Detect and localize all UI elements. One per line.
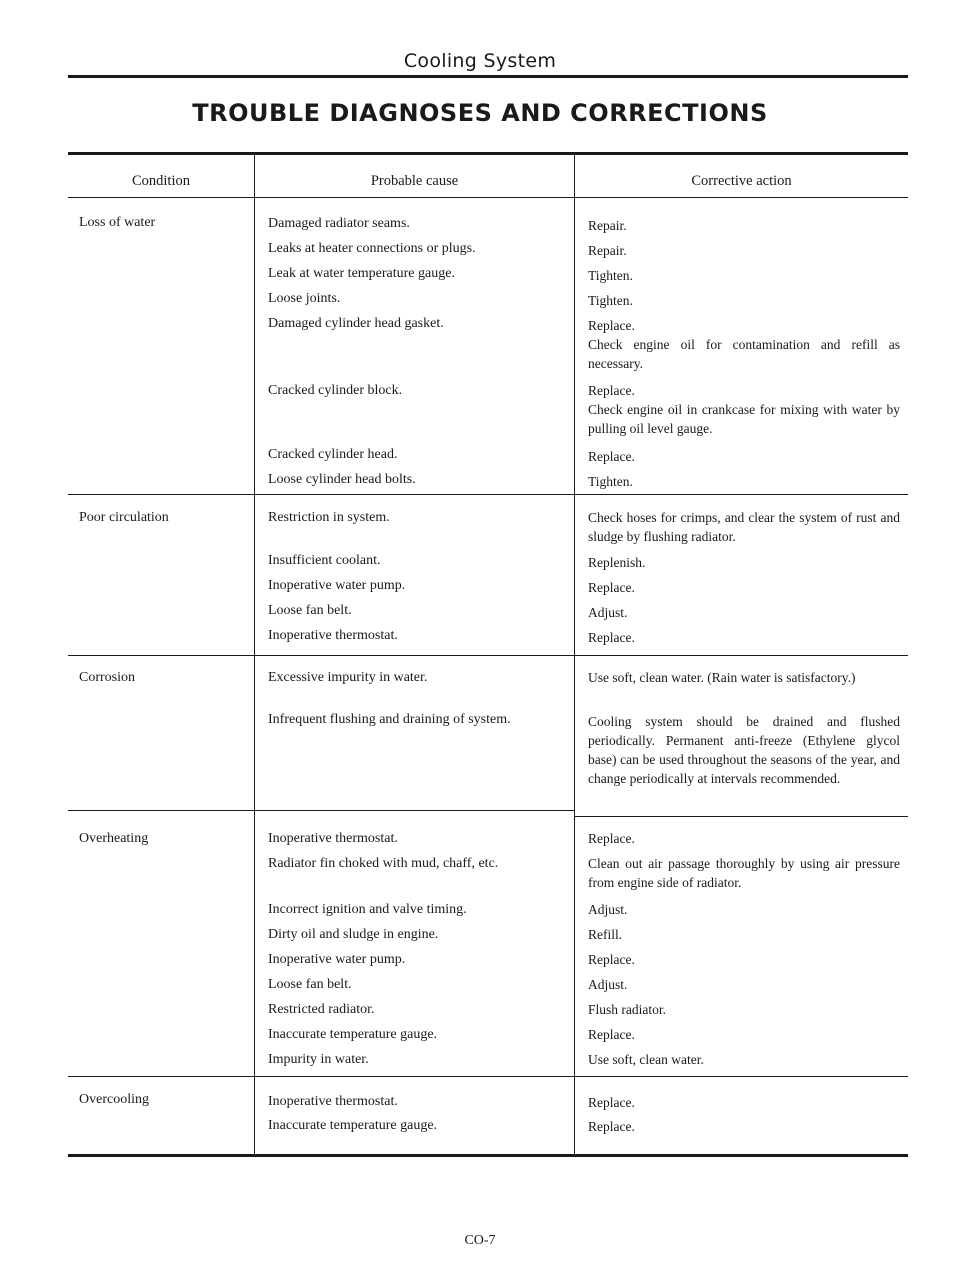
corrective-action: Replace. Check engine oil in crankcase for mixing with water by pulling oil level gauge. (588, 383, 900, 436)
probable-cause: Damaged cylinder head gasket. (268, 316, 444, 331)
group-divider (575, 655, 908, 656)
corrective-action: Cooling system should be drained and flushed periodically. Permanent anti-freeze (Ethylene glycol base) can be used throughout the seasons of the year, and change periodically at intervals recommended. (588, 714, 900, 786)
probable-cause: Loose fan belt. (268, 977, 352, 992)
probable-cause: Dirty oil and sludge in engine. (268, 927, 439, 942)
condition-poor-circulation: Poor circulation (79, 510, 169, 525)
corrective-action: Adjust. (588, 605, 628, 620)
corrective-action: Adjust. (588, 977, 628, 992)
header-rule (68, 75, 908, 78)
corrective-action: Adjust. (588, 902, 628, 917)
group-divider (68, 810, 254, 811)
condition-corrosion: Corrosion (79, 670, 135, 685)
probable-cause: Inoperative water pump. (268, 952, 406, 967)
page-number: CO-7 (464, 1233, 496, 1248)
corrective-action: Replace. (588, 1119, 635, 1134)
group-divider (575, 816, 908, 817)
corrective-action: Replace. (588, 831, 635, 846)
corrective-action: Use soft, clean water. (Rain water is satisfactory.) (588, 670, 856, 685)
group-divider (68, 1076, 254, 1077)
condition-overheating: Overheating (79, 831, 149, 846)
corrective-action: Clean out air passage thoroughly by using air pressure from engine side of radiator. (588, 856, 900, 890)
probable-cause: Leaks at heater connections or plugs. (268, 241, 476, 256)
group-divider (255, 1076, 574, 1077)
group-divider (255, 494, 574, 495)
probable-cause: Impurity in water. (268, 1052, 369, 1067)
probable-cause: Restriction in system. (268, 510, 390, 525)
column-header-corrective-action: Corrective action (691, 173, 792, 189)
probable-cause: Loose cylinder head bolts. (268, 472, 416, 487)
corrective-action: Replace. (588, 952, 635, 967)
group-divider (255, 655, 574, 656)
corrective-action: Repair. (588, 218, 627, 233)
group-divider (68, 655, 254, 656)
corrective-action: Tighten. (588, 268, 633, 283)
corrective-action: Replace. (588, 1095, 635, 1110)
header-underline (255, 197, 574, 198)
probable-cause: Inaccurate temperature gauge. (268, 1027, 438, 1042)
probable-cause: Damaged radiator seams. (268, 216, 410, 231)
group-divider (575, 494, 908, 495)
probable-cause: Cracked cylinder block. (268, 383, 403, 398)
probable-cause: Leak at water temperature gauge. (268, 266, 455, 281)
corrective-action: Flush radiator. (588, 1002, 666, 1017)
corrective-action: Use soft, clean water. (588, 1052, 704, 1067)
corrective-action: Replace. (588, 1027, 635, 1042)
column-header-probable-cause: Probable cause (370, 173, 459, 189)
header-underline (575, 197, 908, 198)
probable-cause: Inaccurate temperature gauge. (268, 1118, 438, 1133)
corrective-action: Check hoses for crimps, and clear the system of rust and sludge by flushing radiator. (588, 510, 900, 544)
condition-overcooling: Overcooling (79, 1092, 149, 1107)
corrective-action: Tighten. (588, 474, 633, 489)
corrective-action: Replace. (588, 449, 635, 464)
probable-cause: Restricted radiator. (268, 1002, 375, 1017)
probable-cause: Inoperative thermostat. (268, 628, 398, 643)
page-header: Cooling System (403, 50, 557, 72)
corrective-action: Refill. (588, 927, 623, 942)
corrective-action: Tighten. (588, 293, 633, 308)
group-divider (255, 810, 574, 811)
probable-cause: Incorrect ignition and valve timing. (268, 902, 467, 917)
probable-cause: Radiator fin choked with mud, chaff, etc. (268, 856, 499, 871)
corrective-action: Repair. (588, 243, 627, 258)
probable-cause: Loose joints. (268, 291, 341, 306)
column-header-condition: Condition (131, 173, 190, 189)
probable-cause: Inoperative thermostat. (268, 831, 398, 846)
probable-cause: Inoperative thermostat. (268, 1094, 398, 1109)
probable-cause: Insufficient coolant. (268, 553, 381, 568)
corrective-action: Replace. (588, 630, 635, 645)
header-underline (68, 197, 254, 198)
condition-loss-of-water: Loss of water (79, 215, 156, 230)
corrective-action: Replenish. (588, 555, 646, 570)
corrective-action: Replace. (588, 580, 635, 595)
table-bottom-rule (68, 1154, 908, 1157)
page-title: TROUBLE DIAGNOSES AND CORRECTIONS (192, 99, 768, 127)
table-top-rule (68, 152, 908, 155)
group-divider (68, 494, 254, 495)
probable-cause: Loose fan belt. (268, 603, 352, 618)
group-divider (575, 1076, 908, 1077)
probable-cause: Excessive impurity in water. (268, 670, 428, 685)
probable-cause: Inoperative water pump. (268, 578, 406, 593)
probable-cause: Cracked cylinder head. (268, 447, 398, 462)
probable-cause: Infrequent flushing and draining of system. (268, 712, 511, 727)
corrective-action: Replace. Check engine oil for contamination and refill as necessary. (588, 318, 900, 371)
